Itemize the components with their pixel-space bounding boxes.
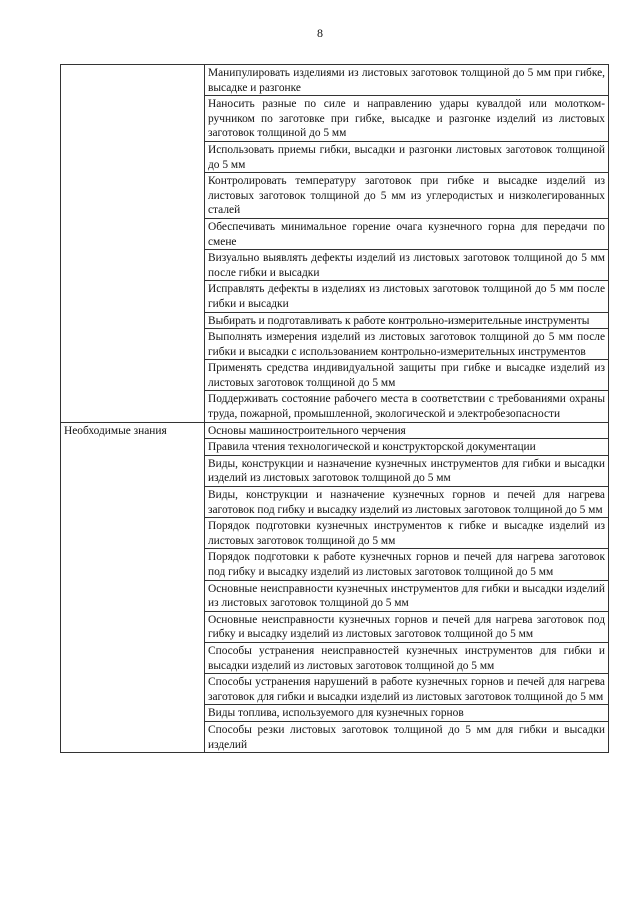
knowledge-item: Основы машиностроительного черчения	[205, 422, 609, 439]
skill-item: Визуально выявлять дефекты изделий из листовых заготовок толщиной до 5 мм после гибки и высадки	[205, 250, 609, 281]
skill-item: Манипулировать изделиями из листовых заготовок толщиной до 5 мм при гибке, высадке и разгонке	[205, 65, 609, 96]
skill-item: Поддерживать состояние рабочего места в соответствии с требованиями охраны труда, пожарной, промышленной, экологической и электробезопасности	[205, 391, 609, 422]
skill-item: Обеспечивать минимальное горение очага кузнечного горна для передачи по смене	[205, 218, 609, 249]
requirements-table	[60, 64, 609, 753]
knowledge-item: Виды, конструкции и назначение кузнечных горнов и печей для нагрева заготовок под гибку и высадку изделий из листовых заготовок толщиной до 5 мм	[205, 487, 609, 518]
knowledge-item: Порядок подготовки к работе кузнечных горнов и печей для нагрева заготовок под гибку и высадку изделий из листовых заготовок толщиной до 5 мм	[205, 549, 609, 580]
knowledge-item: Основные неисправности кузнечных инструментов для гибки и высадки изделий из листовых заготовок толщиной до 5 мм	[205, 580, 609, 611]
knowledge-item: Порядок подготовки кузнечных инструментов к гибке и высадке изделий из листовых заготовок толщиной до 5 мм	[205, 518, 609, 549]
skill-item: Выполнять измерения изделий из листовых заготовок толщиной до 5 мм после гибки и высадки с использованием контрольно-измерительных инструментов	[205, 329, 609, 360]
skill-item: Выбирать и подготавливать к работе контрольно-измерительные инструменты	[205, 312, 609, 329]
knowledge-item: Способы резки листовых заготовок толщиной до 5 мм для гибки и высадки изделий	[205, 721, 609, 752]
table-row	[61, 422, 609, 439]
skill-item: Исправлять дефекты в изделиях из листовых заготовок толщиной до 5 мм после гибки и высадки	[205, 281, 609, 312]
knowledge-item: Основные неисправности кузнечных горнов и печей для нагрева заготовок под гибку и высадку изделий из листовых заготовок толщиной до 5 мм	[205, 611, 609, 642]
knowledge-item: Правила чтения технологической и конструкторской документации	[205, 439, 609, 456]
knowledge-item: Виды топлива, используемого для кузнечных горнов	[205, 705, 609, 722]
knowledge-item: Способы устранения нарушений в работе кузнечных горнов и печей для нагрева заготовок для гибки и высадки изделий из листовых заготовок толщиной до 5 мм	[205, 674, 609, 705]
skill-item: Применять средства индивидуальной защиты при гибке и высадке изделий из листовых заготовок толщиной до 5 мм	[205, 360, 609, 391]
skill-item: Использовать приемы гибки, высадки и разгонки листовых заготовок толщиной до 5 мм	[205, 141, 609, 172]
skill-item: Контролировать температуру заготовок при гибке и высадке изделий из листовых заготовок толщиной до 5 мм из углеродистых и низколегированных сталей	[205, 173, 609, 219]
knowledge-item: Способы устранения неисправностей кузнечных инструментов для гибки и высадки изделий из листовых заготовок толщиной до 5 мм	[205, 642, 609, 673]
knowledge-label: Необходимые знания	[61, 422, 205, 752]
table-row	[61, 65, 609, 96]
knowledge-item: Виды, конструкции и назначение кузнечных инструментов для гибки и высадки изделий из листовых заготовок толщиной до 5 мм	[205, 455, 609, 486]
skills-label-cell	[61, 65, 205, 423]
page-number: 8	[317, 26, 323, 40]
skill-item: Наносить разные по силе и направлению удары кувалдой или молотком-ручником по заготовке при гибке, высадке и разгонке изделий из листовых заготовок толщиной до 5 мм	[205, 96, 609, 142]
